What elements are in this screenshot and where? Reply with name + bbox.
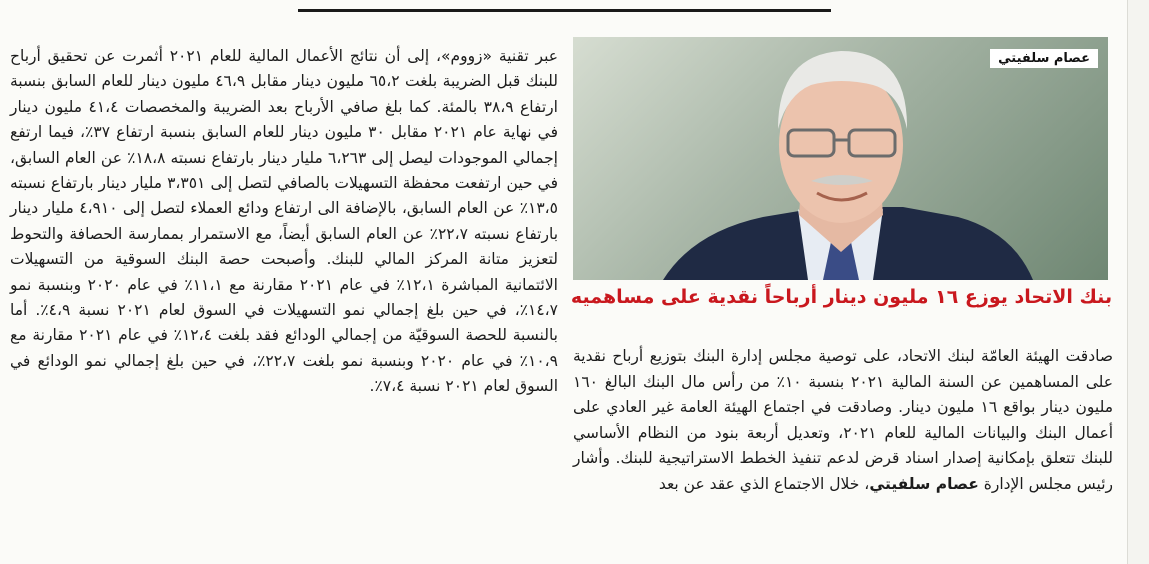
right-column-text-end: ، خلال الاجتماع الذي عقد عن بعد [658, 474, 870, 493]
article-right-column [573, 344, 1113, 498]
portrait-illustration [573, 37, 1108, 280]
photo-caption: عصام سلفيتي [990, 49, 1098, 68]
chairman-name: عصام سلفيتي [869, 474, 979, 493]
right-column-text: صادقت الهيئة العامّة لبنك الاتحاد، على توصية مجلس إدارة البنك بتوزيع أرباح نقدية على المساهمين عن السنة المالية ٢٠٢١ بنسبة ١٠٪ من رأس مال البنك البالغ ١٦٠ مليون دينار بواقع ١٦ مليون دينار. وصادقت في اجتماع الهيئة العامة غير العادي على أعمال البنك والبيانات المالية للعام ٢٠٢١، وتعديل أربعة بنود من النظام الأساسي للبنك تتعلق بإمكانية إصدار اسناد قرض لدعم تنفيذ الخطط الاستراتيجية للبنك. وأشار رئيس مجلس الإدارة [573, 347, 1114, 493]
portrait-photo [573, 37, 1108, 280]
article-headline: بنك الاتحاد يوزع ١٦ مليون دينار أرباحاً نقدية على مساهميه [570, 286, 1113, 308]
left-column-text: عبر تقنية «زووم»، إلى أن نتائج الأعمال المالية للعام ٢٠٢١ أثمرت عن تحقيق أرباح للبنك قبل الضريبة بلغت ٦٥،٢ مليون دينار مقابل ٤٦،٩ مليون دينار للعام السابق بنسبة ارتفاع ٣٨،٩ بالمئة. كما بلغ صافي الأرباح بعد الضريبة والمخصصات ٤١،٤ مليون دينار في نهاية عام ٢٠٢١ مقابل ٣٠ مليون دينار للعام السابق بنسبة ارتفاع ٣٧٪، فيما ارتفع إجمالي الموجودات ليصل إلى ٦،٢٦٣ مليار دينار بارتفاع نسبته ١٨،٨٪ عن العام السابق، في حين ارتفعت محفظة التسهيلات بالصافي لتصل إلى ٣،٣٥١ مليار دينار بارتفاع نسبته ١٣،٥٪ عن العام السابق، بالإضافة الى ارتفاع ودائع العملاء لتصل إلى ٤،٩١٠ مليار دينار بارتفاع نسبته ٢٢،٧٪ عن العام السابق أيضاً، مع الاستمرار بممارسة الحصافة والتحوط لتعزيز متانة المركز المالي للبنك. وأصبحت حصة البنك السوقية من التسهيلات الائتمانية المباشرة ١٢،١٪ في عام ٢٠٢١ مقارنة مع ١١،١٪ في عام ٢٠٢٠ وبنسبة نمو ١٤،٧٪، في حين بلغ إجمالي نمو التسهيلات في السوق لعام ٢٠٢١ نسبة ٤،٩٪. أما بالنسبة للحصة السوقيّة من إجمالي الودائع فقد بلغت ١٢،٤٪ في عام ٢٠٢١ مقارنة مع ١٠،٩٪ في عام ٢٠٢٠ وبنسبة نمو بلغت ٢٢،٧٪، في حين بلغ إجمالي نمو الودائع في السوق لعام ٢٠٢١ نسبة ٧،٤٪. [10, 47, 559, 396]
top-divider [298, 9, 831, 12]
right-column-paragraph [573, 344, 1113, 498]
page-edge [1127, 0, 1149, 564]
article-left-column [10, 44, 558, 400]
